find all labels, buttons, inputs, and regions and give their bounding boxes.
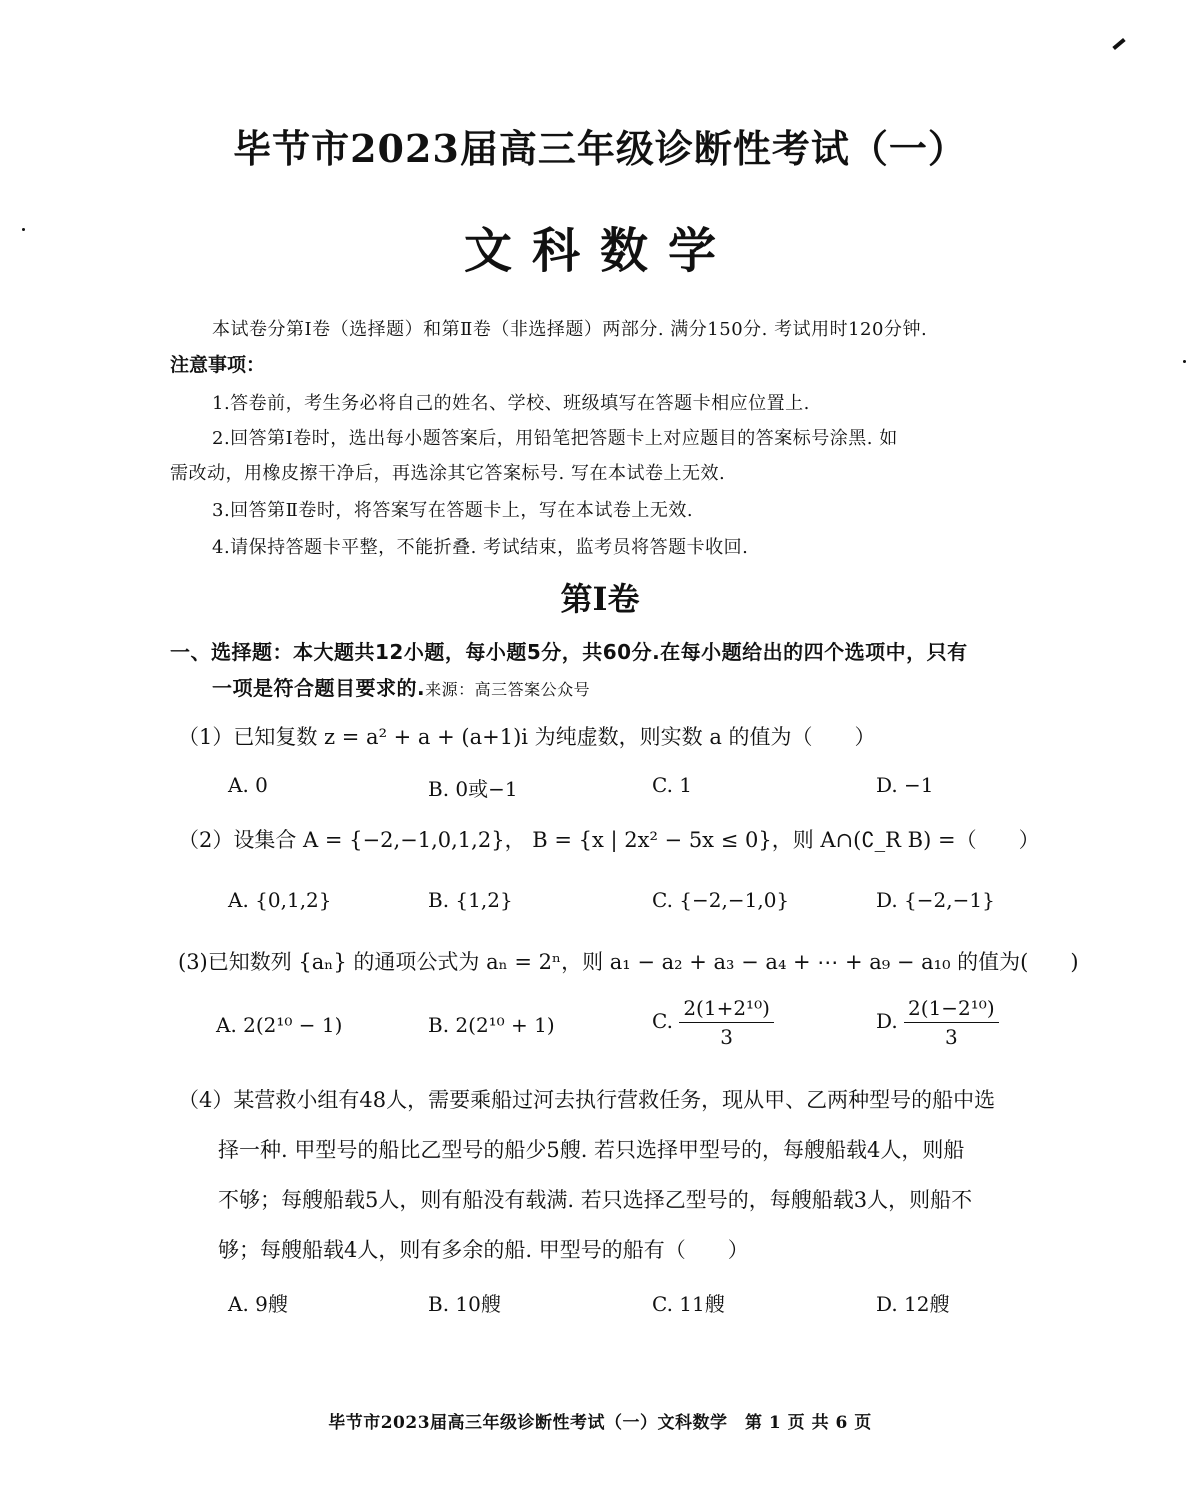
notice-item-1: 1.答卷前，考生务必将自己的姓名、学校、班级填写在答题卡相应位置上. — [212, 393, 810, 414]
page-footer: 毕节市2023届高三年级诊断性考试（一）文科数学 第 1 页 共 6 页 — [328, 1413, 872, 1433]
question-3-option-c-label: C. — [652, 1009, 673, 1033]
question-2-option-a: A. {0,1,2} — [228, 888, 332, 912]
question-3-option-c-fraction — [679, 996, 774, 1049]
notice-item-4: 4.请保持答题卡平整，不能折叠. 考试结束，监考员将答题卡收回. — [212, 537, 749, 558]
question-4-line-2: 择一种. 甲型号的船比乙型号的船少5艘. 若只选择甲型号的，每艘船载4人，则船 — [218, 1138, 965, 1162]
question-4-line-4: 够；每艘船载4人，则有多余的船. 甲型号的船有（ ） — [218, 1238, 749, 1262]
notice-item-2: 2.回答第Ⅰ卷时，选出每小题答案后，用铅笔把答题卡上对应题目的答案标号涂黑. 如 — [212, 428, 898, 449]
subject-title: 文科数学 — [463, 223, 736, 279]
source-note: 来源：高三答案公众号 — [425, 680, 591, 699]
section-title: 第Ⅰ卷 — [560, 580, 640, 618]
scan-dot — [22, 228, 25, 231]
question-4-line-1: （4）某营救小组有48人，需要乘船过河去执行营救任务，现从甲、乙两种型号的船中选 — [178, 1088, 996, 1112]
part-heading-line1: 一、选择题：本大题共12小题，每小题5分，共60分.在每小题给出的四个选项中，只有 — [170, 640, 968, 664]
question-1-option-c: C. 1 — [652, 773, 693, 797]
question-3-option-a: A. 2(2¹⁰ − 1) — [216, 1013, 343, 1037]
question-3-option-c — [652, 996, 774, 1049]
question-4-option-b: B. 10艘 — [428, 1292, 501, 1316]
question-2-stem: （2）设集合 A = {−2,−1,0,1,2}， B = {x | 2x² − 5x ≤ 0}，则 A∩(∁_R B) =（ ） — [178, 828, 1040, 852]
question-4-option-c: C. 11艘 — [652, 1292, 725, 1316]
notice-item-2-cont: 需改动，用橡皮擦干净后，再选涂其它答案标号. 写在本试卷上无效. — [170, 463, 726, 484]
scan-dot — [1183, 360, 1186, 363]
question-3-option-c-denominator: 3 — [720, 1025, 733, 1049]
question-3-option-d-denominator: 3 — [944, 1025, 958, 1049]
question-3-option-b: B. 2(2¹⁰ + 1) — [428, 1013, 555, 1037]
question-2-option-b: B. {1,2} — [428, 888, 513, 912]
question-4-line-3: 不够；每艘船载5人，则有船没有载满. 若只选择乙型号的，每艘船载3人，则船不 — [218, 1188, 973, 1212]
question-3-option-c-numerator: 2(1+2¹⁰) — [679, 996, 774, 1023]
question-3-stem: (3)已知数列 {aₙ} 的通项公式为 aₙ = 2ⁿ，则 a₁ − a₂ + a₃ − a₄ + ⋯ + a₉ − a₁₀ 的值为( ) — [178, 950, 1079, 974]
question-3-option-d-numerator: 2(1−2¹⁰) — [904, 996, 999, 1023]
intro-text: 本试卷分第Ⅰ卷（选择题）和第Ⅱ卷（非选择题）两部分. 满分150分. 考试用时120分钟. — [212, 319, 928, 340]
scan-speck — [1112, 38, 1125, 50]
notice-item-3: 3.回答第Ⅱ卷时，将答案写在答题卡上，写在本试卷上无效. — [212, 500, 694, 521]
question-1-option-d: D. −1 — [876, 773, 934, 797]
question-2-option-d: D. {−2,−1} — [876, 888, 995, 912]
question-4-option-d: D. 12艘 — [876, 1292, 950, 1316]
exam-title: 毕节市2023届高三年级诊断性考试（一） — [233, 126, 967, 171]
part-heading-line2 — [212, 672, 590, 701]
question-4-option-a: A. 9艘 — [228, 1292, 288, 1316]
question-1-option-a: A. 0 — [228, 773, 268, 797]
notice-heading: 注意事项： — [170, 354, 266, 376]
question-1-stem: （1）已知复数 z = a² + a + (a+1)i 为纯虚数，则实数 a 的值为（ ） — [178, 725, 876, 749]
question-3-option-d — [876, 996, 999, 1049]
question-2-option-c: C. {−2,−1,0} — [652, 888, 790, 912]
question-3-option-d-label: D. — [876, 1009, 898, 1033]
question-1-option-b: B. 0或−1 — [428, 777, 518, 801]
part-heading-text: 一项是符合题目要求的. — [212, 676, 426, 700]
question-3-option-d-fraction — [904, 996, 999, 1049]
